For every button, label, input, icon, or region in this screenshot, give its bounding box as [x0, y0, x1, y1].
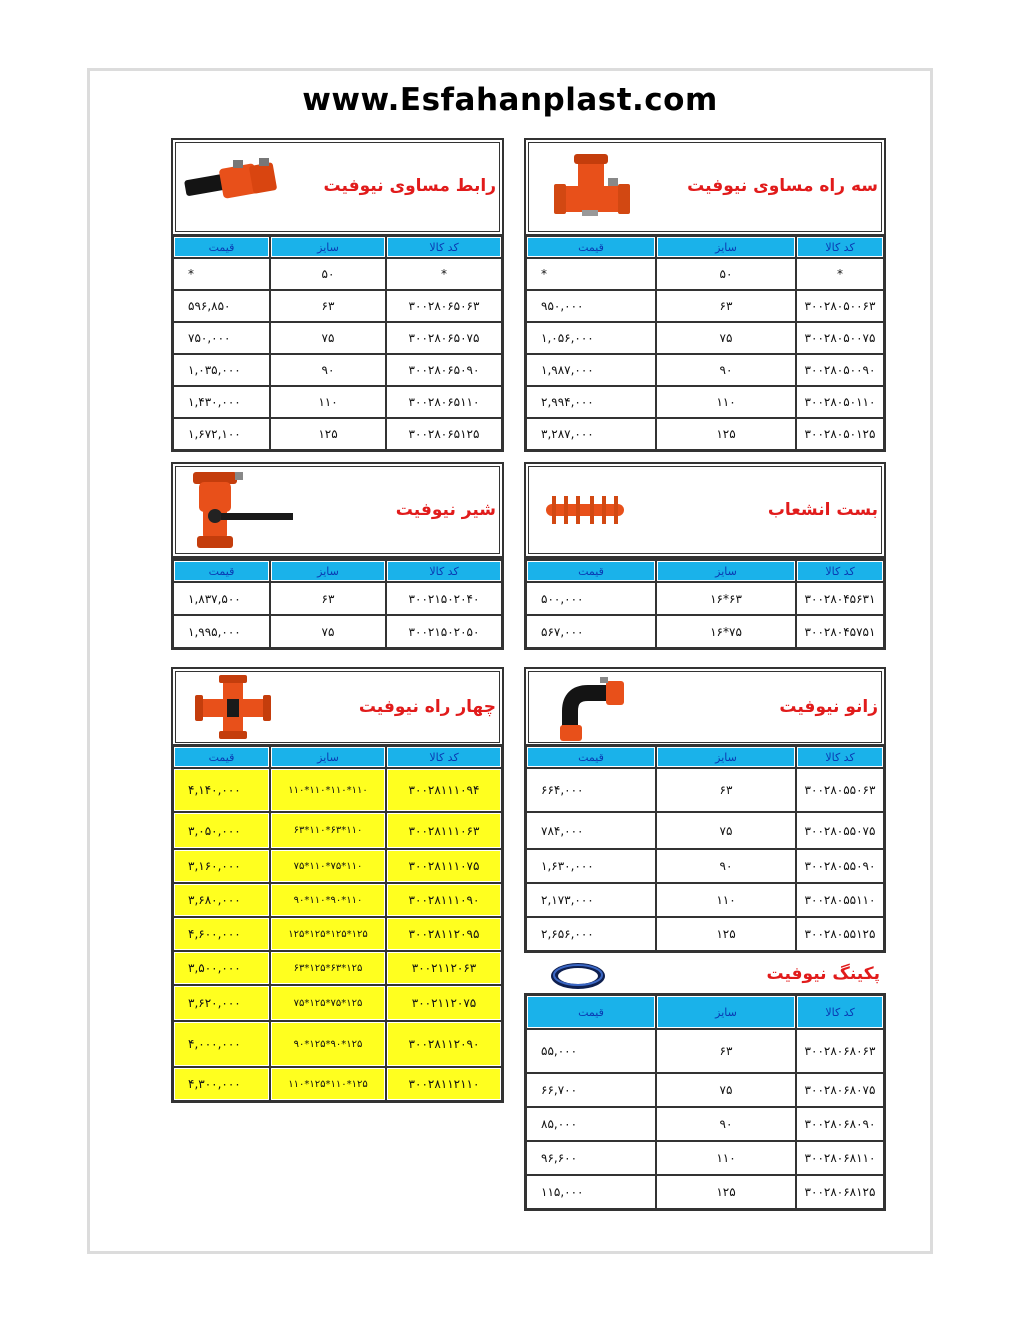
table-row: [173, 1067, 502, 1101]
header-code: کد کالا: [796, 236, 884, 258]
table-row: [526, 917, 884, 951]
gasket-image: [548, 960, 608, 992]
code-cell: ۳۰۰۲۸۰۵۵۰۶۳: [796, 768, 884, 812]
price-cell: ۱,۶۳۰,۰۰۰: [526, 849, 656, 883]
price-table: [171, 234, 504, 452]
product-title-box: [171, 138, 504, 236]
table-row: [526, 812, 884, 849]
product-title: زانو نیوفیت: [779, 697, 878, 717]
size-cell: ۹۰: [656, 354, 796, 386]
header-size: سایز: [270, 560, 386, 582]
product-coupling: [171, 138, 504, 463]
price-cell: ۶۶,۷۰۰: [526, 1073, 656, 1107]
product-title: بست انشعاب: [767, 500, 878, 520]
price-table: [524, 993, 886, 1211]
size-cell: ۱۱۰*۱۱۰*۱۱۰*۱۱۰: [270, 768, 386, 812]
size-cell: ۷۵: [656, 322, 796, 354]
price-cell: ۱,۸۳۷,۵۰۰: [173, 582, 270, 615]
code-cell: ۳۰۰۲۸۱۱۱۰۹۴: [386, 768, 502, 812]
cross-image: [193, 673, 273, 741]
table-row: [526, 1029, 884, 1073]
size-cell: ۷۵: [656, 812, 796, 849]
code-cell: ۳۰۰۲۸۰۵۵۱۱۰: [796, 883, 884, 917]
table-row: [173, 951, 502, 985]
price-cell: ۳,۶۲۰,۰۰۰: [173, 985, 270, 1021]
code-cell: ۳۰۰۲۸۰۴۵۶۳۱: [796, 582, 884, 615]
elbow-image: [556, 675, 626, 743]
table-row: [526, 386, 884, 418]
price-cell: ۱,۰۳۵,۰۰۰: [173, 354, 270, 386]
product-title-box: [524, 958, 886, 992]
size-cell: ۱۲۵: [656, 418, 796, 450]
table-row: [173, 849, 502, 883]
price-table: [524, 234, 886, 452]
price-cell: ۷۸۴,۰۰۰: [526, 812, 656, 849]
table-row: [526, 1107, 884, 1141]
code-cell: ۳۰۰۲۱۵۰۲۰۵۰: [386, 615, 502, 648]
price-table: [524, 744, 886, 953]
header-size: سایز: [656, 995, 796, 1029]
header-size: سایز: [270, 746, 386, 768]
product-title: چهار راه نیوفیت: [358, 697, 496, 717]
tee-image: [552, 150, 632, 226]
code-cell: *: [796, 258, 884, 290]
price-cell: ۶۶۴,۰۰۰: [526, 768, 656, 812]
size-cell: ۶۳: [656, 768, 796, 812]
table-row: [526, 322, 884, 354]
size-cell: ۱۱۰*۷۵*۱۱۰*۷۵: [270, 849, 386, 883]
table-row: [526, 354, 884, 386]
table-row: [526, 883, 884, 917]
size-cell: ۱۲۵*۹۰*۱۲۵*۹۰: [270, 1021, 386, 1067]
header-price: قیمت: [173, 746, 270, 768]
price-cell: ۱۱۵,۰۰۰: [526, 1175, 656, 1209]
header-code: کد کالا: [796, 746, 884, 768]
size-cell: ۷۵: [656, 1073, 796, 1107]
product-title: رابط مساوی نیوفیت: [323, 176, 496, 196]
header-size: سایز: [270, 236, 386, 258]
product-title-box: [171, 667, 504, 747]
size-cell: ۱۱۰: [656, 1141, 796, 1175]
table-header: [526, 560, 884, 582]
code-cell: ۳۰۰۲۸۱۱۲۱۱۰: [386, 1067, 502, 1101]
header-price: قیمت: [526, 236, 656, 258]
price-cell: ۹۵۰,۰۰۰: [526, 290, 656, 322]
price-cell: ۲,۱۷۳,۰۰۰: [526, 883, 656, 917]
product-title-box: [171, 462, 504, 558]
table-row: [526, 290, 884, 322]
price-table: [171, 744, 504, 1103]
code-cell: ۳۰۰۲۸۰۵۰۱۱۰: [796, 386, 884, 418]
size-cell: ۱۱۰*۶۳*۱۱۰*۶۳: [270, 812, 386, 849]
code-cell: ۳۰۰۲۸۰۵۵۰۷۵: [796, 812, 884, 849]
price-cell: ۴,۳۰۰,۰۰۰: [173, 1067, 270, 1101]
table-header: [526, 236, 884, 258]
size-cell: ۱۲۵*۷۵*۱۲۵*۷۵: [270, 985, 386, 1021]
product-elbow: [524, 667, 886, 957]
size-cell: ۶۳: [270, 582, 386, 615]
size-cell: ۱۲۵*۶۳*۱۲۵*۶۳: [270, 951, 386, 985]
code-cell: ۳۰۰۲۸۰۵۰۱۲۵: [796, 418, 884, 450]
size-cell: ۹۰: [270, 354, 386, 386]
size-cell: ۵۰: [656, 258, 796, 290]
price-cell: ۵۶۷,۰۰۰: [526, 615, 656, 648]
size-cell: ۶۳: [656, 1029, 796, 1073]
code-cell: ۳۰۰۲۸۰۵۵۰۹۰: [796, 849, 884, 883]
code-cell: *: [386, 258, 502, 290]
code-cell: ۳۰۰۲۸۰۶۸۱۱۰: [796, 1141, 884, 1175]
code-cell: ۳۰۰۲۱۵۰۲۰۴۰: [386, 582, 502, 615]
product-title-box: [524, 667, 886, 747]
product-title-box: [524, 462, 886, 558]
table-row: [526, 1073, 884, 1107]
price-cell: ۴,۶۰۰,۰۰۰: [173, 917, 270, 951]
header-code: کد کالا: [386, 746, 502, 768]
table-header: [173, 560, 502, 582]
valve-image: [187, 468, 297, 552]
price-table: [524, 558, 886, 650]
product-saddle-clamp: [524, 462, 886, 649]
table-header: [526, 746, 884, 768]
code-cell: ۳۰۰۲۸۱۱۲۰۹۵: [386, 917, 502, 951]
size-cell: ۹۰: [656, 1107, 796, 1141]
price-cell: ۱,۰۵۶,۰۰۰: [526, 322, 656, 354]
price-cell: ۹۶,۶۰۰: [526, 1141, 656, 1175]
table-row: [173, 768, 502, 812]
price-table: [171, 558, 504, 650]
table-row: [173, 582, 502, 615]
header-code: کد کالا: [386, 560, 502, 582]
price-cell: ۵۵,۰۰۰: [526, 1029, 656, 1073]
size-cell: ۱۲۵*۱۱۰*۱۲۵*۱۱۰: [270, 1067, 386, 1101]
product-title: شیر نیوفیت: [395, 500, 496, 520]
header-code: کد کالا: [386, 236, 502, 258]
size-cell: ۶۳*۱۶: [656, 582, 796, 615]
size-cell: ۱۱۰: [270, 386, 386, 418]
code-cell: ۳۰۰۲۱۱۲۰۶۳: [386, 951, 502, 985]
product-tee: [524, 138, 886, 463]
product-gasket: [524, 958, 886, 1216]
table-header: [173, 236, 502, 258]
product-title-box: [524, 138, 886, 236]
table-row: [526, 418, 884, 450]
table-row: [173, 615, 502, 648]
size-cell: ۷۵: [270, 615, 386, 648]
size-cell: ۱۱۰: [656, 386, 796, 418]
code-cell: ۳۰۰۲۸۰۶۵۱۱۰: [386, 386, 502, 418]
header-code: کد کالا: [796, 560, 884, 582]
price-cell: ۲,۹۹۴,۰۰۰: [526, 386, 656, 418]
header-size: سایز: [656, 746, 796, 768]
code-cell: ۳۰۰۲۸۰۵۰۰۶۳: [796, 290, 884, 322]
size-cell: ۶۳: [270, 290, 386, 322]
table-row: [173, 812, 502, 849]
price-cell: *: [526, 258, 656, 290]
table-row: [526, 1141, 884, 1175]
coupling-image: [181, 154, 281, 210]
product-valve: [171, 462, 504, 649]
code-cell: ۳۰۰۲۸۰۶۸۰۷۵: [796, 1073, 884, 1107]
header-code: کد کالا: [796, 995, 884, 1029]
code-cell: ۳۰۰۲۸۰۴۵۷۵۱: [796, 615, 884, 648]
table-row: [173, 985, 502, 1021]
size-cell: ۱۲۵: [270, 418, 386, 450]
code-cell: ۳۰۰۲۸۰۵۰۰۹۰: [796, 354, 884, 386]
price-cell: ۴,۱۴۰,۰۰۰: [173, 768, 270, 812]
table-row: [526, 849, 884, 883]
size-cell: ۱۲۵: [656, 917, 796, 951]
header-price: قیمت: [173, 560, 270, 582]
code-cell: ۳۰۰۲۸۰۶۵۰۷۵: [386, 322, 502, 354]
code-cell: ۳۰۰۲۸۱۱۱۰۶۳: [386, 812, 502, 849]
table-header: [173, 746, 502, 768]
size-cell: ۶۳: [656, 290, 796, 322]
table-header: [526, 995, 884, 1029]
header-price: قیمت: [526, 560, 656, 582]
price-cell: ۲,۶۵۶,۰۰۰: [526, 917, 656, 951]
code-cell: ۳۰۰۲۸۱۱۲۰۹۰: [386, 1021, 502, 1067]
price-cell: ۱,۴۳۰,۰۰۰: [173, 386, 270, 418]
price-cell: ۳,۵۰۰,۰۰۰: [173, 951, 270, 985]
header-size: سایز: [656, 560, 796, 582]
price-cell: ۳,۰۵۰,۰۰۰: [173, 812, 270, 849]
product-title: پکینگ نیوفیت: [766, 964, 880, 984]
code-cell: ۳۰۰۲۸۰۶۵۰۶۳: [386, 290, 502, 322]
size-cell: ۹۰: [656, 849, 796, 883]
table-row: [173, 258, 502, 290]
price-cell: ۷۵۰,۰۰۰: [173, 322, 270, 354]
header-size: سایز: [656, 236, 796, 258]
price-cell: ۵۰۰,۰۰۰: [526, 582, 656, 615]
code-cell: ۳۰۰۲۸۰۶۸۰۶۳: [796, 1029, 884, 1073]
table-row: [173, 354, 502, 386]
table-row: [173, 290, 502, 322]
size-cell: ۱۲۵: [656, 1175, 796, 1209]
price-cell: ۱,۹۸۷,۰۰۰: [526, 354, 656, 386]
product-title: سه راه مساوی نیوفیت: [687, 176, 878, 196]
price-cell: ۸۵,۰۰۰: [526, 1107, 656, 1141]
table-row: [173, 917, 502, 951]
table-row: [173, 1021, 502, 1067]
code-cell: ۳۰۰۲۱۱۲۰۷۵: [386, 985, 502, 1021]
site-url[interactable]: www.Esfahanplast.com: [302, 82, 718, 118]
price-cell: ۵۹۶,۸۵۰: [173, 290, 270, 322]
price-cell: ۳,۱۶۰,۰۰۰: [173, 849, 270, 883]
code-cell: ۳۰۰۲۸۰۵۵۱۲۵: [796, 917, 884, 951]
saddle-clamp-image: [542, 492, 628, 528]
size-cell: ۷۵: [270, 322, 386, 354]
header-price: قیمت: [526, 995, 656, 1029]
product-cross: [171, 667, 504, 1112]
size-cell: ۱۱۰*۹۰*۱۱۰*۹۰: [270, 883, 386, 917]
size-cell: ۵۰: [270, 258, 386, 290]
code-cell: ۳۰۰۲۸۰۶۵۰۹۰: [386, 354, 502, 386]
price-cell: ۳,۶۸۰,۰۰۰: [173, 883, 270, 917]
header-price: قیمت: [173, 236, 270, 258]
size-cell: ۱۱۰: [656, 883, 796, 917]
size-cell: ۱۲۵*۱۲۵*۱۲۵*۱۲۵: [270, 917, 386, 951]
code-cell: ۳۰۰۲۸۰۶۵۱۲۵: [386, 418, 502, 450]
price-cell: ۱,۹۹۵,۰۰۰: [173, 615, 270, 648]
table-row: [526, 768, 884, 812]
code-cell: ۳۰۰۲۸۰۵۰۰۷۵: [796, 322, 884, 354]
code-cell: ۳۰۰۲۸۱۱۱۰۹۰: [386, 883, 502, 917]
code-cell: ۳۰۰۲۸۱۱۱۰۷۵: [386, 849, 502, 883]
price-cell: ۴,۰۰۰,۰۰۰: [173, 1021, 270, 1067]
code-cell: ۳۰۰۲۸۰۶۸۱۲۵: [796, 1175, 884, 1209]
size-cell: ۷۵*۱۶: [656, 615, 796, 648]
table-row: [526, 258, 884, 290]
table-row: [173, 386, 502, 418]
table-row: [526, 615, 884, 648]
price-cell: *: [173, 258, 270, 290]
price-cell: ۳,۲۸۷,۰۰۰: [526, 418, 656, 450]
header-price: قیمت: [526, 746, 656, 768]
table-row: [526, 582, 884, 615]
code-cell: ۳۰۰۲۸۰۶۸۰۹۰: [796, 1107, 884, 1141]
table-row: [173, 883, 502, 917]
table-row: [173, 418, 502, 450]
price-cell: ۱,۶۷۲,۱۰۰: [173, 418, 270, 450]
table-row: [526, 1175, 884, 1209]
table-row: [173, 322, 502, 354]
